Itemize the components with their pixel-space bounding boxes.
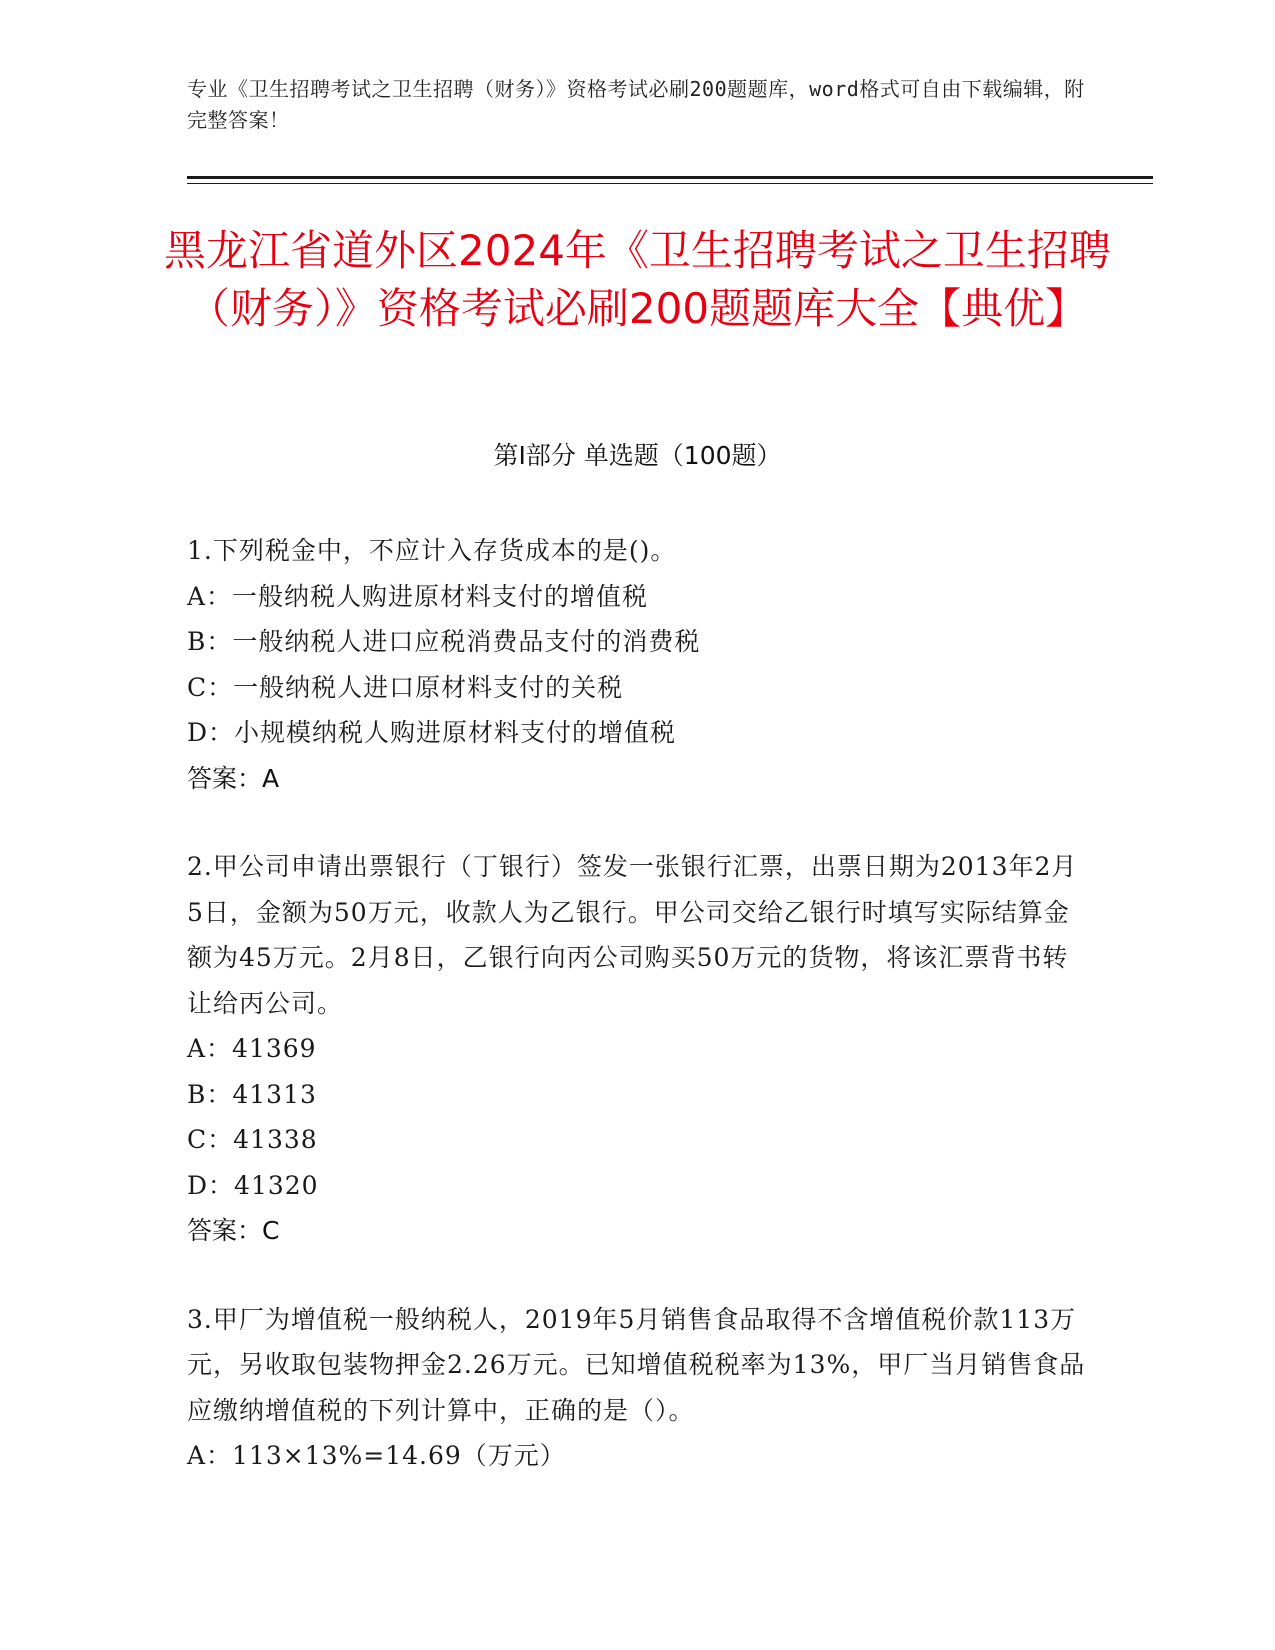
question-2 xyxy=(187,844,1087,1254)
option-d: D：41320 xyxy=(187,1170,319,1200)
question-stem: 3.甲厂为增值税一般纳税人，2019年5月销售食品取得不含增值税价款113万元，另收取包装物押金2.26万元。已知增值税税率为13%，甲厂当月销售食品应缴纳增值税的下列计算中，正确的是（）。 xyxy=(187,1304,1086,1425)
option-a: A：41369 xyxy=(187,1034,317,1063)
option-a: A：一般纳税人购进原材料支付的增值税 xyxy=(187,581,649,611)
option-c: C：41338 xyxy=(187,1125,318,1154)
question-3 xyxy=(187,1297,1087,1479)
option-c: C：一般纳税人进口原材料支付的关税 xyxy=(187,672,624,702)
question-1 xyxy=(187,528,1087,801)
answer: 答案：A xyxy=(187,763,280,793)
question-stem: 2.甲公司申请出票银行（丁银行）签发一张银行汇票，出票日期为2013年2月5日，金额为50万元，收款人为乙银行。甲公司交给乙银行时填写实际结算金额为45万元。2月8日，乙银行向丙公司购买50万元的货物，将该汇票背书转让给丙公司。 xyxy=(187,852,1078,1018)
question-stem: 1.下列税金中，不应计入存货成本的是()。 xyxy=(187,536,677,565)
answer: 答案：C xyxy=(187,1216,280,1245)
header-note: 专业《卫生招聘考试之卫生招聘（财务）》资格考试必刷200题题库，word格式可自由下载编辑，附完整答案！ xyxy=(187,77,1085,132)
section-heading: 第I部分 单选题（100题） xyxy=(493,441,782,470)
document-title: 黑龙江省道外区2024年《卫生招聘考试之卫生招聘（财务）》资格考试必刷200题题库大全【典优】 xyxy=(164,226,1111,333)
header-rule-thick xyxy=(187,176,1153,179)
option-b: B：41313 xyxy=(187,1079,317,1109)
option-b: B：一般纳税人进口应税消费品支付的消费税 xyxy=(187,627,701,656)
option-a: A：113×13%=14.69（万元） xyxy=(187,1441,566,1470)
option-d: D：小规模纳税人购进原材料支付的增值税 xyxy=(187,718,677,747)
header-rule-thin xyxy=(187,183,1153,184)
question-list xyxy=(187,528,1087,1522)
